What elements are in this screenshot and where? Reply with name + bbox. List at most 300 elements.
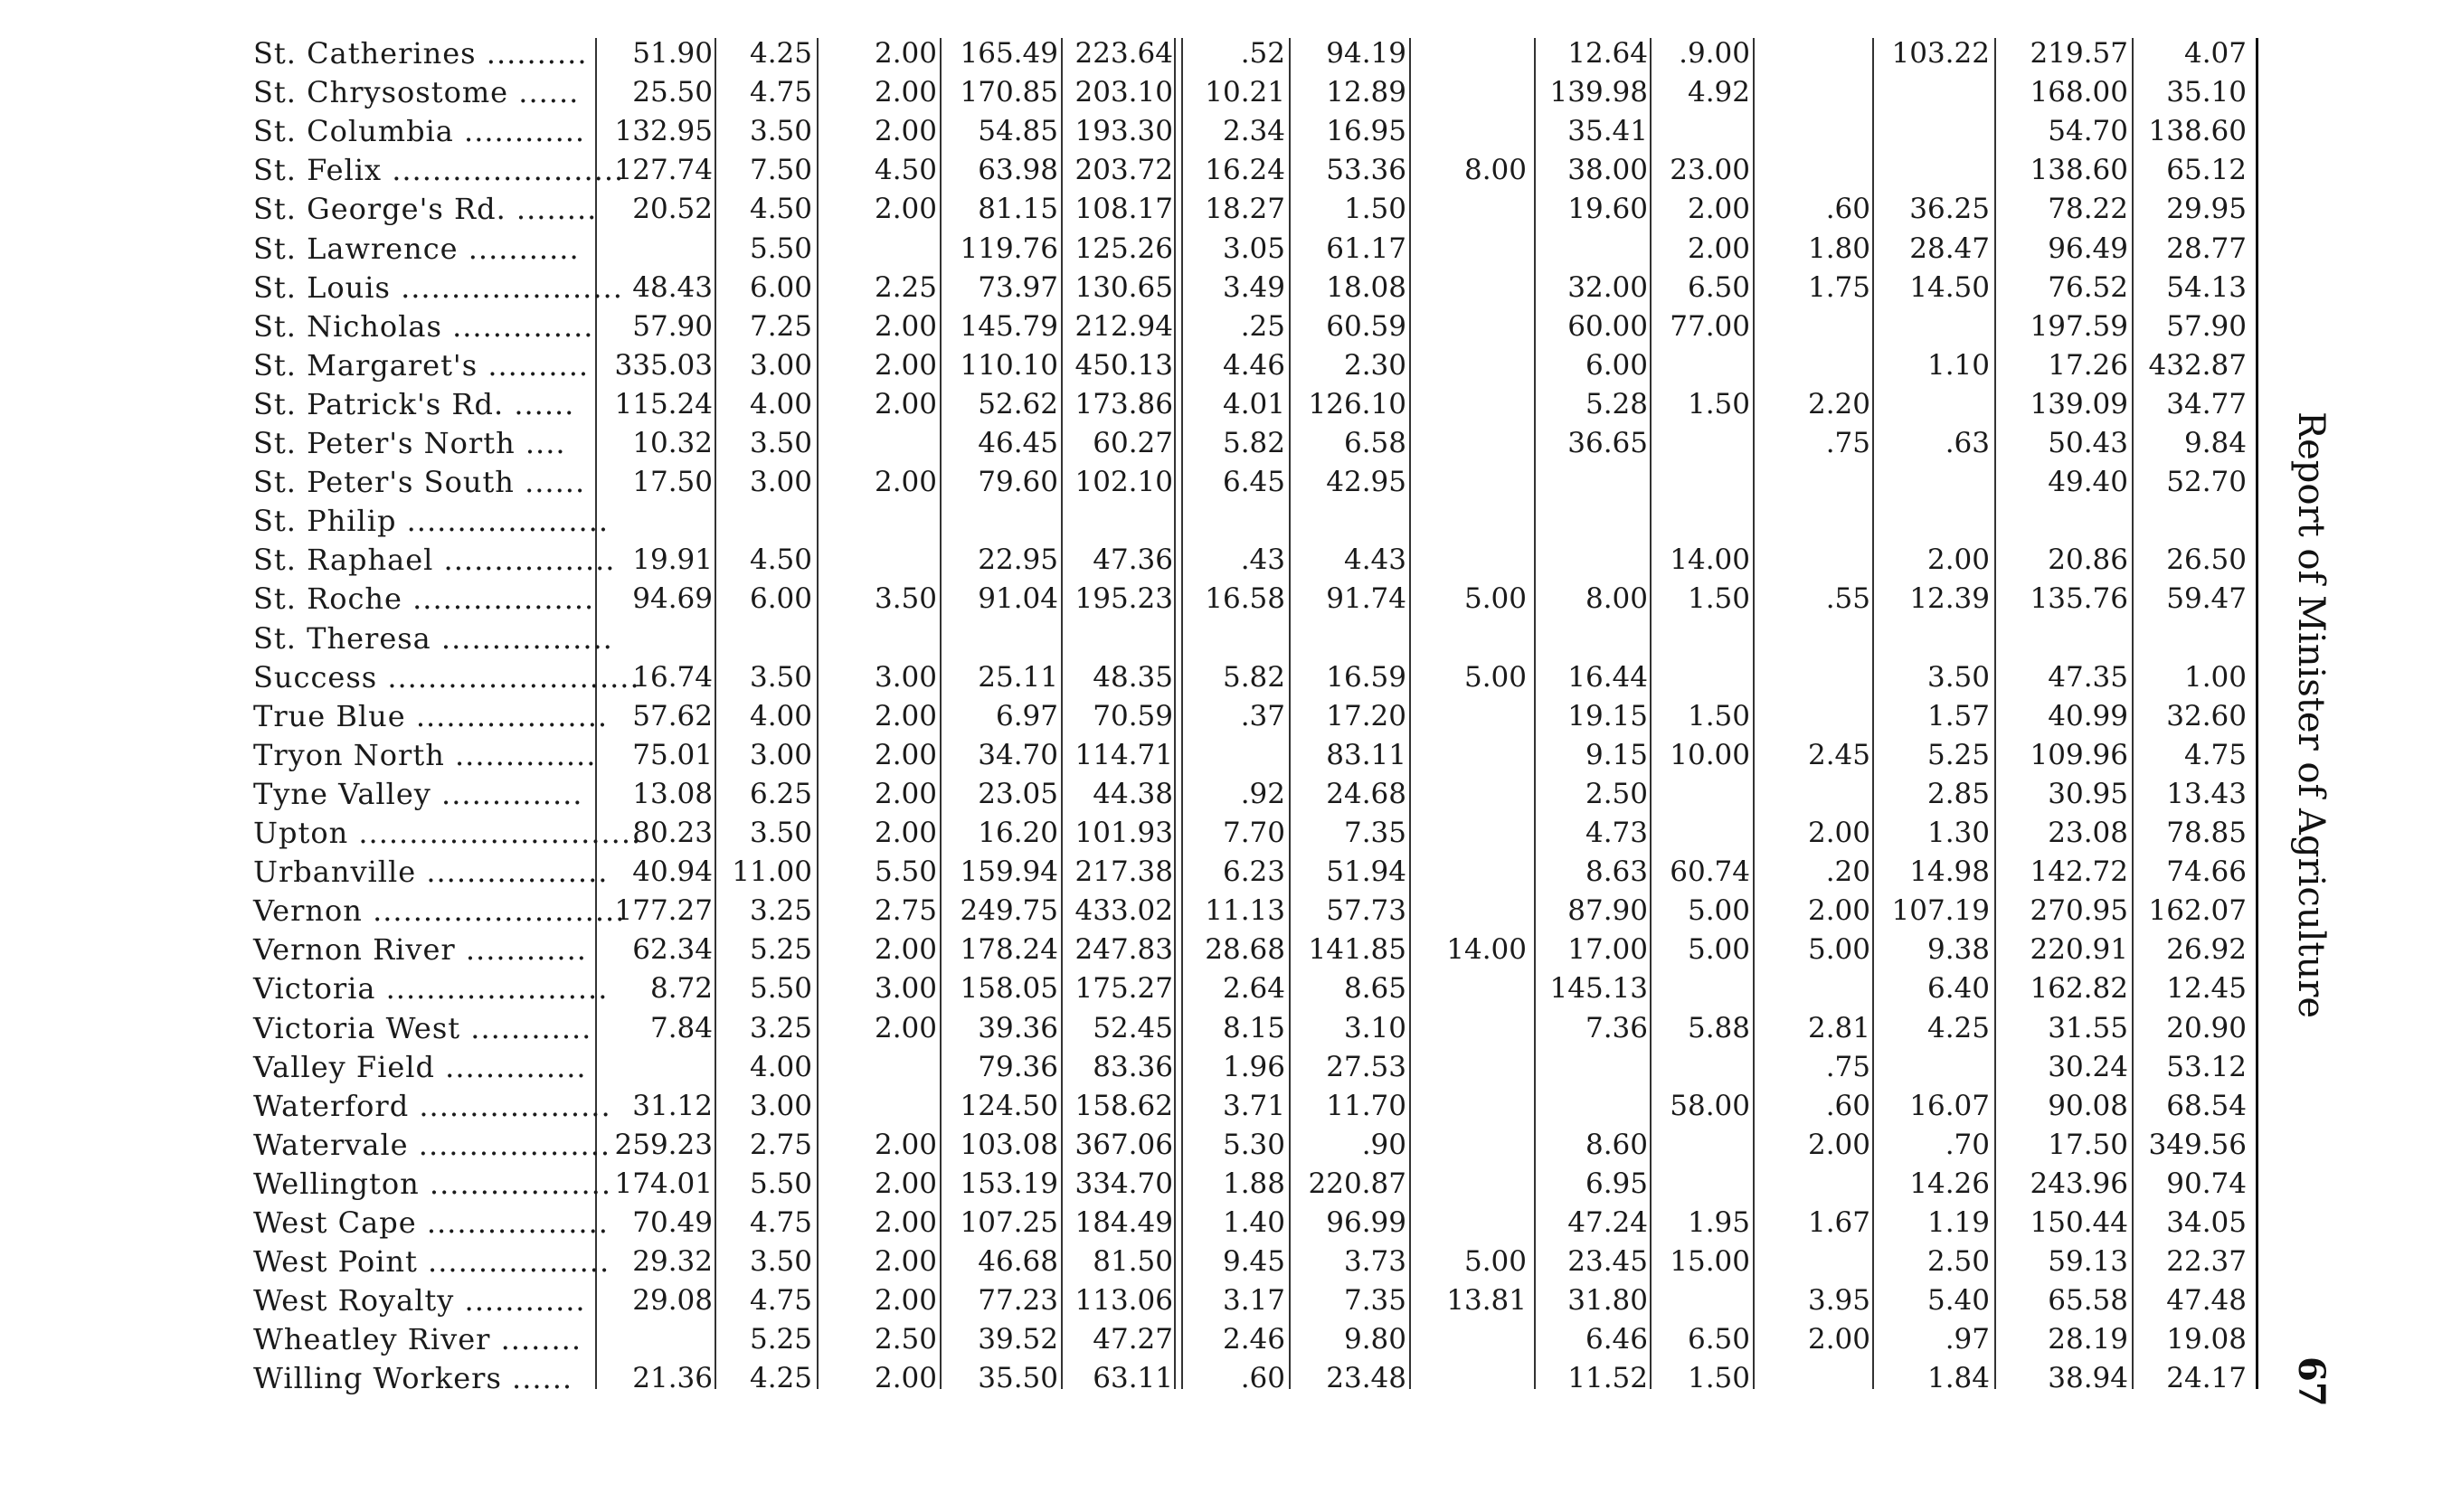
table-cell: 11.00 bbox=[732, 855, 812, 889]
table-cell bbox=[1655, 775, 1750, 814]
table-cell: 13.08 bbox=[632, 777, 713, 810]
table-cell: .25 bbox=[1240, 309, 1285, 343]
table-cell: 19.60 bbox=[1567, 193, 1648, 226]
row-label: West Point .................. bbox=[253, 1244, 610, 1280]
table-cell: 5.25 bbox=[749, 933, 812, 967]
table-cell: 36.65 bbox=[1567, 427, 1648, 459]
table-cell: 23.08 bbox=[2048, 817, 2128, 849]
table-cell: 17.50 bbox=[632, 466, 713, 499]
row-label: St. Lawrence ........... bbox=[253, 231, 580, 266]
table-cell: 2.00 bbox=[874, 738, 937, 771]
table-cell: 1.95 bbox=[1687, 1206, 1750, 1239]
table-cell: 3.95 bbox=[1807, 1284, 1870, 1318]
table-cell: 25.11 bbox=[978, 660, 1058, 694]
table-cell: 2.00 bbox=[1807, 1128, 1870, 1161]
table-cell: 5.82 bbox=[1222, 660, 1285, 694]
table-cell bbox=[1655, 112, 1750, 151]
table-cell: 2.00 bbox=[1926, 543, 1990, 577]
table-cell: 16.07 bbox=[1909, 1089, 1990, 1122]
table-cell: 63.98 bbox=[978, 154, 1058, 187]
table-cell: .20 bbox=[1825, 855, 1870, 889]
table-cell bbox=[2134, 619, 2247, 658]
table-cell: 6.95 bbox=[1585, 1167, 1648, 1200]
table-cell: 2.00 bbox=[874, 387, 937, 421]
table-row bbox=[0, 346, 2315, 385]
table-cell: 57.90 bbox=[2166, 309, 2247, 343]
table-cell: 87.90 bbox=[1567, 894, 1648, 928]
table-cell: 70.49 bbox=[632, 1206, 713, 1239]
table-cell: 7.25 bbox=[749, 309, 812, 343]
table-cell: 2.00 bbox=[1807, 894, 1870, 928]
table-row bbox=[0, 463, 2315, 502]
table-cell: 5.50 bbox=[749, 972, 812, 1006]
table-cell: 16.74 bbox=[632, 660, 713, 694]
table-cell: 203.72 bbox=[1074, 154, 1173, 187]
table-cell bbox=[1427, 502, 1527, 541]
table-cell: 20.86 bbox=[2048, 543, 2128, 577]
table-cell: 59.47 bbox=[2166, 582, 2247, 616]
table-cell bbox=[726, 619, 812, 658]
table-cell: 4.50 bbox=[749, 543, 812, 577]
table-cell: 220.87 bbox=[1308, 1167, 1406, 1200]
table-cell: 2.00 bbox=[874, 777, 937, 810]
table-cell: 2.00 bbox=[874, 193, 937, 226]
table-cell bbox=[1655, 1281, 1750, 1320]
table-cell: 12.64 bbox=[1567, 37, 1648, 70]
table-cell: 1.30 bbox=[1926, 817, 1990, 849]
row-label: West Cape .................. bbox=[253, 1205, 609, 1240]
table-cell bbox=[1427, 112, 1527, 151]
table-cell bbox=[1427, 814, 1527, 853]
table-row bbox=[0, 1165, 2315, 1204]
table-cell: 138.60 bbox=[2148, 115, 2247, 148]
table-cell: 5.00 bbox=[1463, 660, 1527, 694]
table-cell: 174.01 bbox=[614, 1167, 713, 1200]
table-cell: 4.00 bbox=[749, 699, 812, 732]
table-cell: 21.36 bbox=[632, 1362, 713, 1395]
table-cell: 2.50 bbox=[1585, 777, 1648, 810]
table-cell: 39.36 bbox=[978, 1011, 1058, 1044]
table-cell: 2.00 bbox=[874, 817, 937, 849]
table-cell: 119.76 bbox=[960, 232, 1058, 265]
table-cell: 2.00 bbox=[874, 699, 937, 732]
row-label: West Royalty ............ bbox=[253, 1283, 586, 1318]
table-cell: 5.28 bbox=[1585, 387, 1648, 421]
table-cell: 1.50 bbox=[1343, 193, 1406, 226]
table-cell: 12.39 bbox=[1909, 582, 1990, 616]
table-cell: 1.50 bbox=[1687, 699, 1750, 732]
table-cell: 2.00 bbox=[874, 348, 937, 382]
table-cell bbox=[1069, 619, 1173, 658]
table-cell: 113.06 bbox=[1074, 1284, 1173, 1318]
table-cell bbox=[1775, 1165, 1870, 1204]
table-cell: 79.60 bbox=[978, 466, 1058, 499]
table-cell: 23.00 bbox=[1670, 154, 1750, 187]
table-cell: 91.74 bbox=[1326, 582, 1406, 616]
table-cell bbox=[1655, 658, 1750, 697]
table-row bbox=[0, 736, 2315, 775]
row-label: St. Chrysostome ...... bbox=[253, 75, 580, 110]
table-cell: 4.75 bbox=[749, 76, 812, 109]
table-cell: 40.94 bbox=[632, 855, 713, 889]
table-cell: 54.85 bbox=[978, 115, 1058, 148]
table-cell: 124.50 bbox=[960, 1089, 1058, 1122]
table-row bbox=[0, 1087, 2315, 1126]
table-cell bbox=[1535, 230, 1648, 269]
table-cell: 28.77 bbox=[2166, 232, 2247, 265]
table-cell: 334.70 bbox=[1074, 1167, 1173, 1200]
table-cell: 2.00 bbox=[874, 1167, 937, 1200]
table-cell bbox=[726, 502, 812, 541]
table-cell: 243.96 bbox=[2030, 1167, 2128, 1200]
table-cell: 9.15 bbox=[1585, 738, 1648, 771]
table-cell: 30.24 bbox=[2048, 1050, 2128, 1083]
table-cell bbox=[1775, 658, 1870, 697]
table-cell: 114.71 bbox=[1074, 738, 1173, 771]
table-cell: 145.79 bbox=[960, 309, 1058, 343]
table-row bbox=[0, 151, 2315, 190]
table-cell bbox=[1535, 619, 1648, 658]
table-cell: 2.50 bbox=[1926, 1245, 1990, 1279]
table-cell: 6.40 bbox=[1926, 972, 1990, 1006]
table-cell: 29.32 bbox=[632, 1245, 713, 1279]
table-cell: 61.17 bbox=[1326, 232, 1406, 265]
table-cell: 1.57 bbox=[1926, 699, 1990, 732]
table-row bbox=[0, 112, 2315, 151]
table-cell: 6.00 bbox=[749, 270, 812, 304]
table-cell bbox=[1881, 73, 1990, 112]
table-cell: 20.52 bbox=[632, 193, 713, 226]
table-cell bbox=[1190, 619, 1285, 658]
table-cell: 7.35 bbox=[1343, 1284, 1406, 1318]
table-cell: 38.94 bbox=[2048, 1362, 2128, 1395]
table-cell: 94.19 bbox=[1326, 37, 1406, 70]
table-cell bbox=[1427, 736, 1527, 775]
row-label: St. George's Rd. ........ bbox=[253, 192, 598, 227]
table-cell: .63 bbox=[1945, 427, 1990, 459]
table-cell bbox=[1655, 1165, 1750, 1204]
table-cell: 8.60 bbox=[1585, 1128, 1648, 1161]
table-cell: 24.17 bbox=[2166, 1362, 2247, 1395]
table-cell: 68.54 bbox=[2166, 1089, 2247, 1122]
row-label: St. Patrick's Rd. ...... bbox=[253, 386, 575, 421]
table-cell bbox=[1775, 502, 1870, 541]
table-cell: 90.74 bbox=[2166, 1167, 2247, 1200]
row-label: St. Raphael ................. bbox=[253, 543, 616, 578]
table-cell bbox=[1427, 1165, 1527, 1204]
table-row bbox=[0, 230, 2315, 269]
row-label: St. Peter's South ...... bbox=[253, 465, 586, 500]
table-cell bbox=[1427, 853, 1527, 892]
table-cell: 44.38 bbox=[1093, 777, 1173, 810]
table-cell: 103.08 bbox=[960, 1128, 1058, 1161]
table-cell bbox=[1655, 619, 1750, 658]
table-cell bbox=[833, 1048, 937, 1087]
row-label: St. Theresa ................. bbox=[253, 620, 613, 656]
table-cell bbox=[1427, 969, 1527, 1008]
table-cell: 197.59 bbox=[2030, 309, 2128, 343]
table-cell: 142.72 bbox=[2030, 855, 2128, 889]
table-cell: 17.26 bbox=[2048, 348, 2128, 382]
table-cell: 10.32 bbox=[632, 427, 713, 459]
table-row bbox=[0, 424, 2315, 463]
table-row bbox=[0, 541, 2315, 580]
table-cell bbox=[833, 541, 937, 580]
table-cell: 3.00 bbox=[749, 466, 812, 499]
table-cell: 159.94 bbox=[960, 855, 1058, 889]
table-cell: 16.20 bbox=[978, 817, 1058, 849]
table-cell: 2.64 bbox=[1222, 972, 1285, 1006]
table-cell: 2.00 bbox=[874, 933, 937, 967]
table-cell: 3.00 bbox=[874, 660, 937, 694]
table-cell: 5.82 bbox=[1222, 427, 1285, 459]
table-cell: 90.08 bbox=[2048, 1089, 2128, 1122]
table-cell: 247.83 bbox=[1074, 933, 1173, 967]
table-cell: 1.75 bbox=[1807, 270, 1870, 304]
table-row bbox=[0, 502, 2315, 541]
table-cell: 212.94 bbox=[1074, 309, 1173, 343]
table-cell: 10.00 bbox=[1670, 738, 1750, 771]
table-row bbox=[0, 1048, 2315, 1087]
table-cell: .75 bbox=[1825, 1050, 1870, 1083]
table-cell: 47.36 bbox=[1093, 543, 1173, 577]
table-row bbox=[0, 814, 2315, 853]
table-cell: 35.50 bbox=[978, 1362, 1058, 1395]
table-cell: 132.95 bbox=[614, 115, 713, 148]
table-cell: 28.47 bbox=[1909, 232, 1990, 265]
table-cell: 158.05 bbox=[960, 972, 1058, 1006]
table-cell: .92 bbox=[1240, 777, 1285, 810]
table-row bbox=[0, 697, 2315, 736]
table-cell bbox=[1298, 619, 1406, 658]
row-label: St. Felix ....................... bbox=[253, 153, 625, 188]
table-cell: 16.95 bbox=[1326, 115, 1406, 148]
row-label: Valley Field .............. bbox=[253, 1049, 587, 1084]
table-cell: 48.35 bbox=[1093, 660, 1173, 694]
table-cell: 3.10 bbox=[1343, 1011, 1406, 1044]
table-cell: 22.95 bbox=[978, 543, 1058, 577]
table-row bbox=[0, 1281, 2315, 1320]
table-cell: 73.97 bbox=[978, 270, 1058, 304]
row-label: St. Philip .................... bbox=[253, 504, 610, 539]
table-cell: 13.43 bbox=[2166, 777, 2247, 810]
table-cell: 7.70 bbox=[1222, 817, 1285, 849]
table-cell: 110.10 bbox=[960, 348, 1058, 382]
table-cell: 130.65 bbox=[1074, 270, 1173, 304]
table-row bbox=[0, 1320, 2315, 1359]
table-cell: 2.00 bbox=[874, 1362, 937, 1395]
table-cell: 127.74 bbox=[614, 154, 713, 187]
row-label: Tyne Valley .............. bbox=[253, 776, 583, 811]
table-cell: 47.35 bbox=[2048, 660, 2128, 694]
table-cell: 75.01 bbox=[632, 738, 713, 771]
table-cell: 47.27 bbox=[1093, 1323, 1173, 1356]
table-cell: 4.75 bbox=[2183, 738, 2247, 771]
table-cell: 6.97 bbox=[995, 699, 1058, 732]
table-cell: 12.89 bbox=[1326, 76, 1406, 109]
table-cell: 1.80 bbox=[1807, 232, 1870, 265]
table-cell: 77.23 bbox=[978, 1284, 1058, 1318]
table-cell: 24.68 bbox=[1326, 777, 1406, 810]
table-cell: 6.58 bbox=[1343, 427, 1406, 459]
table-cell bbox=[1427, 541, 1527, 580]
table-cell: 193.30 bbox=[1074, 115, 1173, 148]
table-cell: 6.45 bbox=[1222, 466, 1285, 499]
table-row bbox=[0, 1243, 2315, 1281]
table-cell: 57.62 bbox=[632, 699, 713, 732]
table-cell: 108.17 bbox=[1074, 193, 1173, 226]
table-cell: 175.27 bbox=[1074, 972, 1173, 1006]
table-cell: 203.10 bbox=[1074, 76, 1173, 109]
table-cell: 31.55 bbox=[2048, 1011, 2128, 1044]
table-row bbox=[0, 969, 2315, 1008]
table-cell: 3.50 bbox=[749, 427, 812, 459]
table-cell: 135.76 bbox=[2030, 582, 2128, 616]
running-title: Report of Minister of Agriculture bbox=[2290, 411, 2332, 1018]
table-cell: .52 bbox=[1240, 37, 1285, 70]
table-cell: 219.57 bbox=[2030, 37, 2128, 70]
table-cell: 223.64 bbox=[1074, 37, 1173, 70]
table-cell bbox=[1881, 112, 1990, 151]
row-label: St. Nicholas .............. bbox=[253, 308, 594, 344]
table-cell bbox=[1427, 307, 1527, 346]
table-cell: 101.93 bbox=[1074, 817, 1173, 849]
table-cell bbox=[1427, 463, 1527, 502]
table-cell: 173.86 bbox=[1074, 387, 1173, 421]
table-cell: 58.00 bbox=[1670, 1089, 1750, 1122]
table-cell bbox=[1427, 73, 1527, 112]
table-cell: 16.59 bbox=[1326, 660, 1406, 694]
table-cell: 35.41 bbox=[1567, 115, 1648, 148]
table-cell: 109.96 bbox=[2030, 738, 2128, 771]
table-cell: 11.13 bbox=[1205, 894, 1285, 928]
table-cell bbox=[604, 1320, 713, 1359]
table-cell: 6.50 bbox=[1687, 1323, 1750, 1356]
table-cell: 23.05 bbox=[978, 777, 1058, 810]
table-cell: 23.45 bbox=[1567, 1245, 1648, 1279]
table-cell: 335.03 bbox=[614, 348, 713, 382]
table-cell: 9.80 bbox=[1343, 1323, 1406, 1356]
table-cell: 3.50 bbox=[1926, 660, 1990, 694]
table-cell: 5.25 bbox=[749, 1323, 812, 1356]
table-cell: 15.00 bbox=[1670, 1245, 1750, 1279]
table-cell bbox=[1775, 541, 1870, 580]
table-cell: 8.00 bbox=[1463, 154, 1527, 187]
table-cell: 80.23 bbox=[632, 817, 713, 849]
table-cell: 3.05 bbox=[1222, 232, 1285, 265]
table-cell: 195.23 bbox=[1074, 582, 1173, 616]
table-cell: 220.91 bbox=[2030, 933, 2128, 967]
table-cell: 52.45 bbox=[1093, 1011, 1173, 1044]
table-row bbox=[0, 853, 2315, 892]
table-cell: 9.38 bbox=[1926, 933, 1990, 967]
table-row bbox=[0, 34, 2315, 73]
table-cell: 4.25 bbox=[749, 1362, 812, 1395]
table-cell bbox=[604, 619, 713, 658]
table-cell: 2.50 bbox=[874, 1323, 937, 1356]
table-cell bbox=[1881, 463, 1990, 502]
table-cell: 2.00 bbox=[874, 309, 937, 343]
table-cell: 78.85 bbox=[2166, 817, 2247, 849]
table-cell bbox=[1190, 736, 1285, 775]
table-cell: 3.50 bbox=[749, 660, 812, 694]
table-cell: 4.46 bbox=[1222, 348, 1285, 382]
table-cell bbox=[1298, 502, 1406, 541]
table-cell: 3.25 bbox=[749, 894, 812, 928]
table-cell bbox=[1427, 775, 1527, 814]
table-cell: 5.00 bbox=[1807, 933, 1870, 967]
table-row bbox=[0, 385, 2315, 424]
table-cell: 153.19 bbox=[960, 1167, 1058, 1200]
table-cell: 2.75 bbox=[874, 894, 937, 928]
table-cell: 22.37 bbox=[2166, 1245, 2247, 1279]
table-cell: 11.52 bbox=[1567, 1362, 1648, 1395]
table-cell: 158.62 bbox=[1074, 1089, 1173, 1122]
table-cell: 1.50 bbox=[1687, 1362, 1750, 1395]
table-row bbox=[0, 931, 2315, 969]
table-cell: 5.00 bbox=[1463, 582, 1527, 616]
table-cell bbox=[1427, 619, 1527, 658]
table-cell: 94.69 bbox=[632, 582, 713, 616]
table-cell: 2.00 bbox=[874, 1206, 937, 1239]
table-cell: 432.87 bbox=[2148, 348, 2247, 382]
row-label: Vernon ......................... bbox=[253, 893, 626, 929]
table-cell bbox=[1655, 969, 1750, 1008]
table-cell: 10.21 bbox=[1205, 76, 1285, 109]
table-cell: 17.00 bbox=[1567, 933, 1648, 967]
table-cell bbox=[1190, 502, 1285, 541]
table-cell: 1.50 bbox=[1687, 582, 1750, 616]
table-cell bbox=[1881, 1048, 1990, 1087]
table-cell bbox=[1655, 1126, 1750, 1165]
table-cell bbox=[1427, 230, 1527, 269]
table-cell: .60 bbox=[1825, 1089, 1870, 1122]
page-number: 67 bbox=[2290, 1356, 2333, 1407]
table-cell bbox=[1881, 619, 1990, 658]
table-cell: .97 bbox=[1945, 1323, 1990, 1356]
table-cell: 138.60 bbox=[2030, 154, 2128, 187]
table-cell: 8.72 bbox=[649, 972, 713, 1006]
table-cell bbox=[1069, 502, 1173, 541]
table-cell: 162.07 bbox=[2148, 894, 2247, 928]
table-cell: 28.68 bbox=[1205, 933, 1285, 967]
table-cell: 7.84 bbox=[649, 1011, 713, 1044]
table-cell bbox=[2134, 502, 2247, 541]
table-cell bbox=[1775, 775, 1870, 814]
table-cell: 51.90 bbox=[632, 37, 713, 70]
table-row bbox=[0, 1009, 2315, 1048]
table-row bbox=[0, 190, 2315, 229]
table-cell: 6.00 bbox=[1585, 348, 1648, 382]
table-cell: 2.85 bbox=[1926, 777, 1990, 810]
table-cell bbox=[1881, 502, 1990, 541]
table-cell: 4.73 bbox=[1585, 817, 1648, 849]
row-label: Victoria West ............ bbox=[253, 1010, 592, 1045]
table-cell: 2.20 bbox=[1807, 387, 1870, 421]
table-cell: 1.67 bbox=[1807, 1206, 1870, 1239]
table-cell: 184.49 bbox=[1074, 1206, 1173, 1239]
table-cell: 3.00 bbox=[749, 348, 812, 382]
table-cell: 34.77 bbox=[2166, 387, 2247, 421]
table-cell bbox=[1427, 1126, 1527, 1165]
table-cell: 139.98 bbox=[1549, 76, 1648, 109]
table-cell: 2.34 bbox=[1222, 115, 1285, 148]
table-cell: 96.49 bbox=[2048, 232, 2128, 265]
table-cell bbox=[1775, 1359, 1870, 1398]
table-cell: 28.19 bbox=[2048, 1323, 2128, 1356]
table-cell: 6.25 bbox=[749, 777, 812, 810]
table-cell: 14.98 bbox=[1909, 855, 1990, 889]
